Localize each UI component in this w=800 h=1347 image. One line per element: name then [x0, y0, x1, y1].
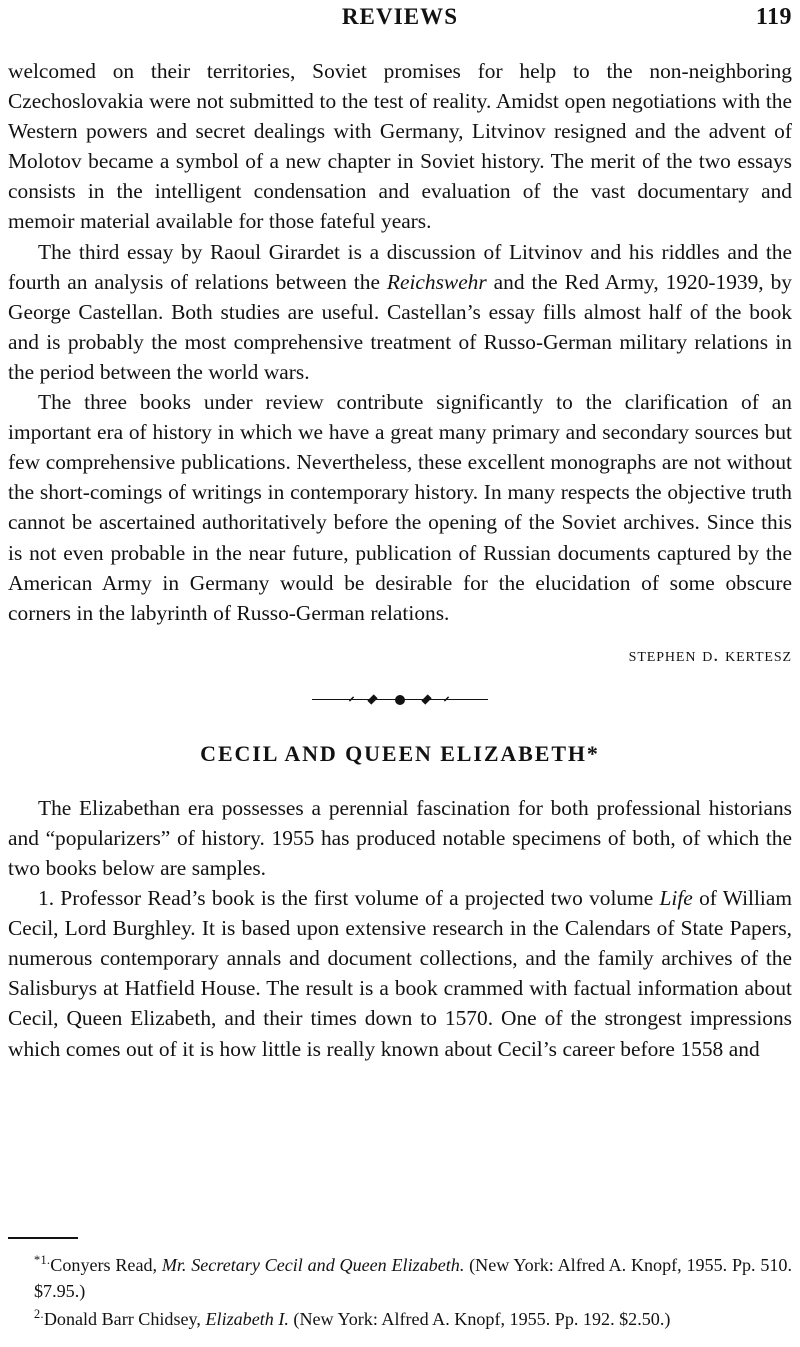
footnote-text-a: Conyers Read, — [50, 1255, 162, 1276]
review-paragraph-1: welcomed on their territories, Soviet promises for help to the non-neighboring Czechoslovakia were not submitted to the test of reality. Amidst open negotiations with the Western powers and secret dealings with Germany, Litvinov resigned and the advent of Molotov became a symbol of a new chapter in Soviet history. The merit of the two essays consists in the intelligent condensation and evaluation of the vast documentary and memoir material available for those fateful years. — [8, 59, 792, 234]
footnote-text-b: (New York: Alfred A. Knopf, 1955. Pp. 510. $7.95.) — [34, 1255, 793, 1301]
running-head-title: REVIEWS — [341, 4, 459, 29]
review-paragraph-2-text-b: and the Red Army, 1920-1939, by George Castellan. Both studies are useful. Castellan’s essay fills almost half of the book and is probably the most comprehensive treatment of Russo-German military relations in the period between the world wars. — [8, 269, 792, 384]
article-body — [8, 793, 792, 1064]
journal-page — [0, 4, 800, 1347]
footnote-marker: *1. — [34, 1253, 51, 1268]
ornament-diamond-right — [421, 695, 431, 705]
footnote-block — [8, 1237, 792, 1333]
footnote-text-a: Donald Barr Chidsey, — [43, 1309, 206, 1330]
running-head — [8, 4, 792, 38]
page-number: 119 — [755, 4, 792, 30]
review-signature: stephen d. kertesz — [628, 643, 792, 666]
review-paragraph-2 — [8, 237, 792, 387]
review-body — [8, 56, 792, 1064]
ornament-diamond-left — [367, 695, 377, 705]
footnote-item — [8, 1307, 792, 1333]
ornament-dot-center — [395, 695, 405, 705]
footnote-item — [8, 1253, 792, 1304]
footnote-italic-title: Elizabeth I. — [205, 1309, 289, 1330]
article-paragraph-2 — [8, 883, 792, 1064]
review-paragraph-2-text-a: The third essay by Raoul Girardet is a discussion of Litvinov and his riddles and the fourth an analysis of relations between the — [8, 239, 792, 294]
review-paragraph-3: The three books under review contribute significantly to the clarification of an important era of history in which we have a great many primary and secondary sources but few comprehensive publications. Nevertheless, these excellent monographs are not without the short-comings of writings in contemporary history. In many respects the objective truth cannot be ascertained authoritatively before the opening of the Soviet archives. Since this is not even probable in the near future, publication of Russian documents captured by the American Army in Germany would be desirable for the elucidation of some obscure corners in the labyrinth of Russo-German relations. — [8, 390, 792, 625]
article-paragraph-2-italic-title: Life — [659, 886, 693, 911]
footnote-separator-rule — [8, 1237, 78, 1240]
footnote-marker: 2. — [34, 1307, 44, 1322]
article-title: CECIL AND QUEEN ELIZABETH* — [200, 740, 600, 766]
ornament-divider — [312, 693, 488, 707]
review-paragraph-2-italic-title: Reichswehr — [386, 269, 487, 294]
footnote-text-b: (New York: Alfred A. Knopf, 1955. Pp. 192. $2.50.) — [288, 1309, 671, 1330]
article-paragraph-2-text-a: 1. Professor Read’s book is the first volume of a projected two volume — [38, 886, 660, 911]
footnote-italic-title: Mr. Secretary Cecil and Queen Elizabeth. — [161, 1255, 465, 1276]
article-paragraph-1: The Elizabethan era possesses a perennial fascination for both professional historians and “popularizers” of history. 1955 has produced notable specimens of both, of which the two books below are samples. — [8, 795, 792, 880]
article-paragraph-2-text-b: of William Cecil, Lord Burghley. It is based upon extensive research in the Calendars of State Papers, numerous contemporary annals and document collections, and the family archives of the Salisburys at Hatfield House. The result is a book crammed with factual information about Cecil, Queen Elizabeth, and their times down to 1570. One of the strongest impressions which comes out of it is how little is really known about Cecil’s career before 1558 and — [8, 886, 793, 1061]
